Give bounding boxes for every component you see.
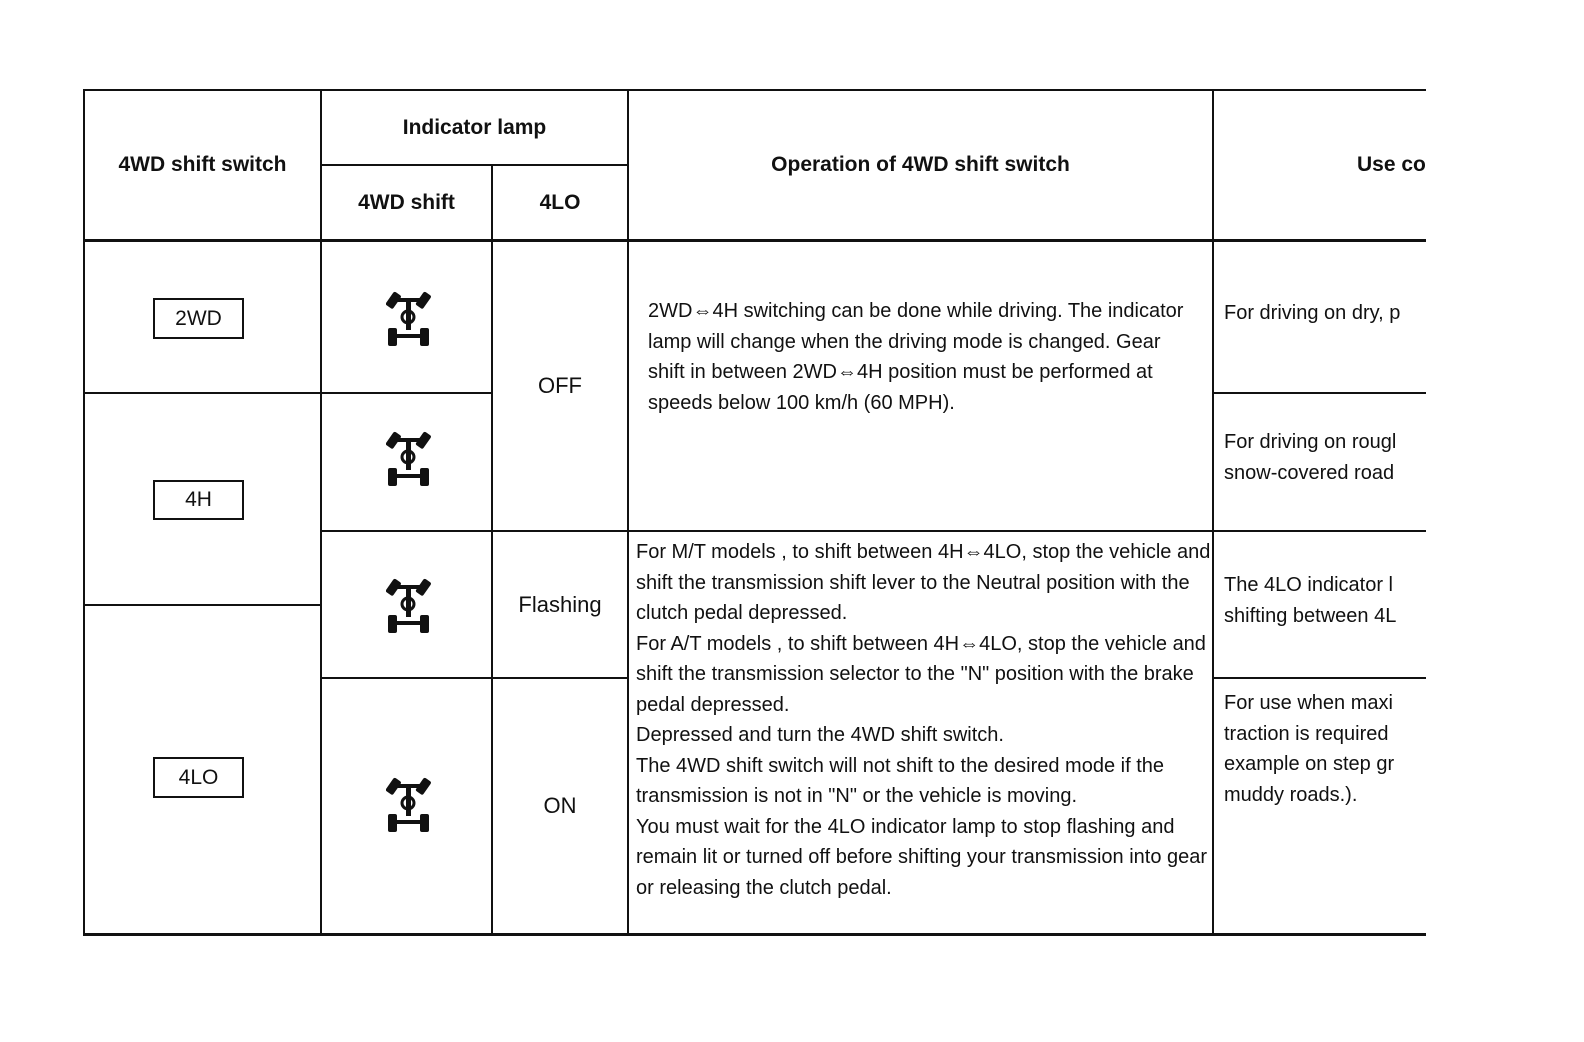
4wd-vehicle-icon xyxy=(386,575,436,639)
use-2wd-line: For driving on dry, p xyxy=(1224,302,1401,324)
switch-4h: 4H xyxy=(153,480,244,520)
rule-bottom xyxy=(83,933,1426,936)
rule-row2 xyxy=(321,530,1426,532)
use-4h-line: For driving on rougl xyxy=(1224,431,1397,453)
rule-row1-right xyxy=(1213,392,1426,394)
operation-2wd-4h xyxy=(648,296,1196,456)
use-4lo-on xyxy=(1224,688,1426,818)
operation-mt-text: For M/T models , to shift between 4H⇔4LO, stop the vehicle and shift the transmission shift lever to the Neutral position with the clutch pedal depressed. xyxy=(636,541,1211,624)
header-operation: Operation of 4WD shift switch xyxy=(771,153,1070,176)
operation-2wd-4h-text: 2WD⇔4H switching can be done while driving. The indicator lamp will change when the driving mode is changed. Gear shift in between 2WD⇔4H position must be performed at speeds below 100 km/h (60 MPH). xyxy=(648,300,1184,414)
rule-row3-right xyxy=(1213,677,1426,679)
4wd-vehicle-icon xyxy=(386,288,436,352)
switch-4lo: 4LO xyxy=(153,757,244,798)
use-4h-line: snow-covered road xyxy=(1224,461,1395,484)
lamp-state-flashing: Flashing xyxy=(518,591,602,617)
use-4lo-on-line: muddy roads.). xyxy=(1224,783,1358,806)
header-4lo: 4LO xyxy=(539,190,581,214)
operation-wait-text: You must wait for the 4LO indicator lamp to stop flashing and remain lit or turned off before shifting your transmission into gear or releasing the clutch pedal. xyxy=(636,815,1208,899)
rule-row1-left xyxy=(83,392,492,394)
header-use-conditions: Use co xyxy=(1357,153,1426,176)
use-4lo-flashing xyxy=(1224,570,1426,640)
switch-2wd: 2WD xyxy=(153,298,244,339)
operation-turn-text: Depressed and turn the 4WD shift switch. xyxy=(636,724,1004,746)
rule-4h-4lo xyxy=(83,604,321,606)
operation-at-text: For A/T models , to shift between 4H⇔4LO, stop the vehicle and shift the transmission selector to the "N" position with the brake pedal depressed. xyxy=(636,632,1206,716)
4wd-vehicle-icon xyxy=(386,428,436,492)
4wd-vehicle-icon xyxy=(386,774,436,838)
lamp-state-off: OFF xyxy=(538,373,582,398)
header-indicator-lamp: Indicator lamp xyxy=(402,115,547,139)
use-4lo-on-line: traction is required xyxy=(1224,722,1389,745)
operation-4h-4lo xyxy=(636,537,1216,927)
operation-warning-text: The 4WD shift switch will not shift to the desired mode if the transmission is not in "N" or the vehicle is moving. xyxy=(636,754,1164,807)
header-4wd-shift: 4WD shift xyxy=(358,190,455,214)
use-2wd xyxy=(1224,298,1426,338)
header-switch: 4WD shift switch xyxy=(118,153,287,176)
use-4lo-flashing-line: shifting between 4L xyxy=(1224,604,1397,627)
use-4h xyxy=(1224,427,1426,497)
rule-header-bottom xyxy=(83,239,1426,242)
use-4lo-flashing-line: The 4LO indicator l xyxy=(1224,574,1393,596)
use-4lo-on-line: example on step gr xyxy=(1224,753,1395,775)
lamp-state-on: ON xyxy=(543,793,577,818)
use-4lo-on-line: For use when maxi xyxy=(1224,692,1393,714)
